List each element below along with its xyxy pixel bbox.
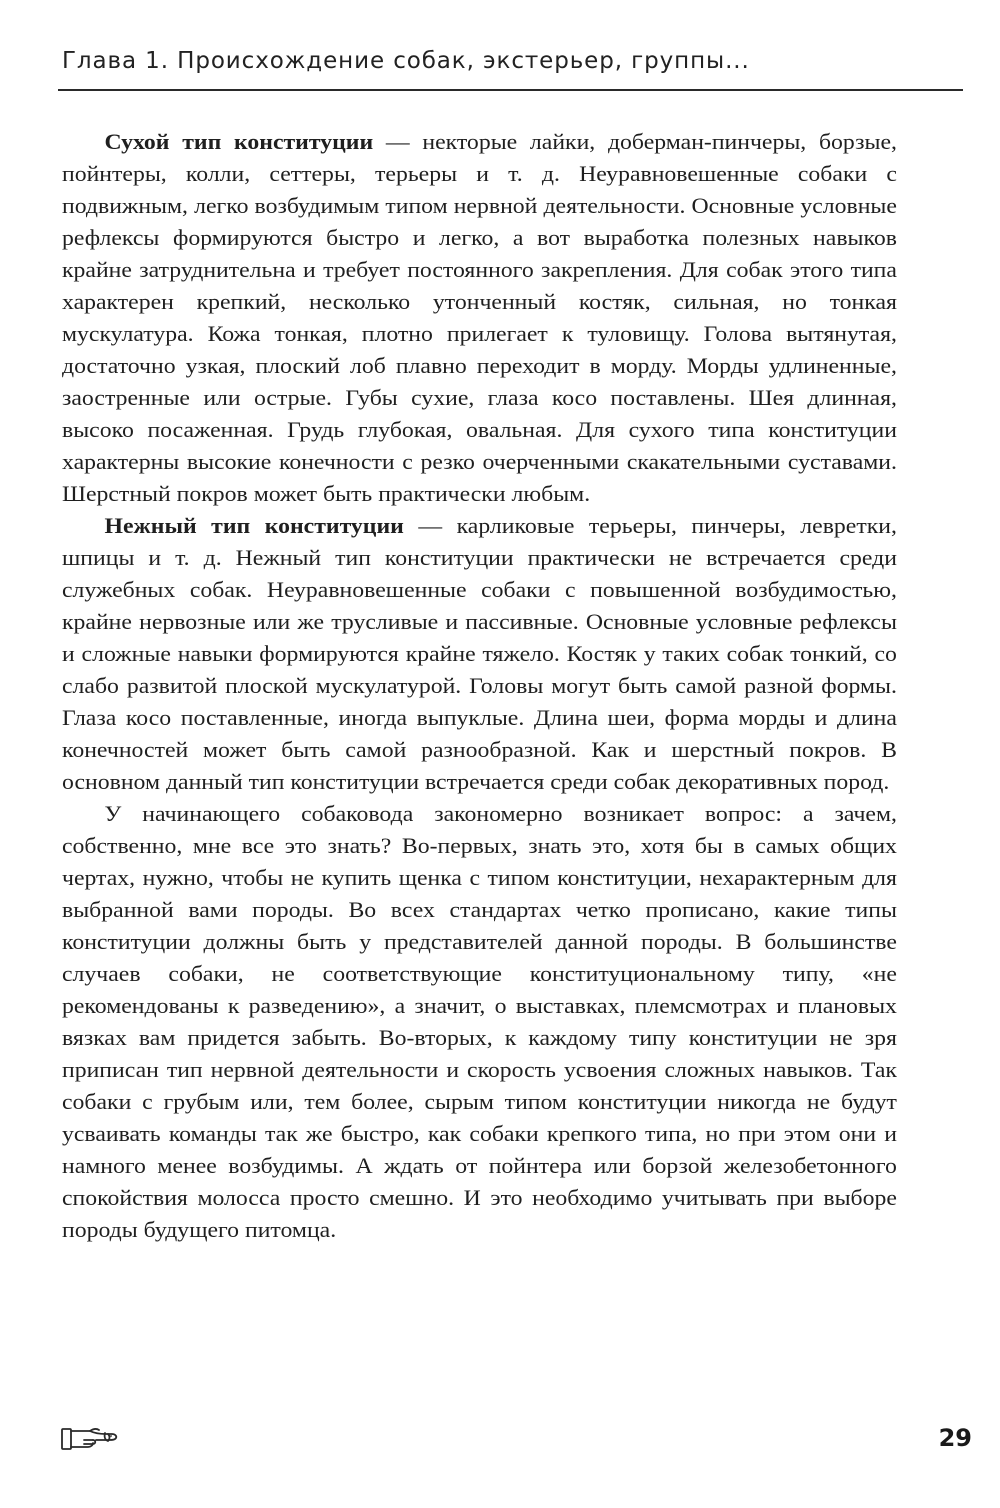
paragraph-tender-constitution [62,510,897,798]
page-number: 29 [938,1424,972,1452]
paragraph-dry-constitution [62,126,897,510]
paragraph-lead: Нежный тип конституции [104,514,404,538]
paragraph-why-know [62,798,897,1246]
pointing-dog-hand-icon [60,1418,122,1458]
paragraph-text: — некторые лайки, доберман-пинчеры, борзые, пойнтеры, колли, сеттеры, терьеры и т. д. Неуравновешенные собаки с подвижным, легко возбудимым типом нервной деятельности. Основные условные рефлексы формируются быстро и легко, а вот выработка полезных навыков крайне затруднительна и требует постоянного закрепления. Для собак этого типа характерен крепкий, несколько утонченный костяк, сильная, но тонкая мускулатура. Кожа тонкая, плотно прилегает к туловищу. Голова вытянутая, достаточно узкая, плоский лоб плавно переходит в морду. Морды удлиненные, заостренные или острые. Губы сухие, глаза косо поставлены. Шея длинная, высоко посаженная. Грудь глубокая, овальная. Для сухого типа конституции характерны высокие конечности с резко очерченными скакательными суставами. Шерстный покров может быть практически любым. [62,130,897,506]
paragraph-lead: Сухой тип конституции [104,130,374,154]
paragraph-text: — карликовые терьеры, пинчеры, левретки, шпицы и т. д. Нежный тип конституции практически не встречается среди служебных собак. Неуравновешенные собаки с повышенной возбудимостью, крайне нервозные или же трусливые и пассивные. Основные условные рефлексы и сложные навыки формируются крайне тяжело. Костяк у таких собак тонкий, со слабо развитой плоской мускулатурой. Головы могут быть самой разной формы. Глаза косо поставленные, иногда выпуклые. Длина шеи, форма морды и длина конечностей может быть самой разнообразной. Как и шерстный покров. В основном данный тип конституции встречается среди собак декоративных пород. [62,514,897,794]
paragraph-text: У начинающего собаковода закономерно возникает вопрос: а зачем, собственно, мне все это знать? Во-первых, знать это, хотя бы в самых общих чертах, нужно, чтобы не купить щенка с типом конституции, нехарактерным для выбранной вами породы. Во всех стандартах четко прописано, какие типы конституции должны быть у представителей данной породы. В большинстве случаев собаки, не соответствующие конституциональному типу, «не рекомендованы к разведению», а значит, о выставках, племсмотрах и плановых вязках вам придется забыть. Во-вторых, к каждому типу конституции не зря приписан тип нервной деятельности и скорость усвоения сложных навыков. Так собаки с грубым или, тем более, сырым типом конституции никогда не будут усваивать команды так же быстро, как собаки крепкого типа, но при этом они и намного менее возбудимы. А ждать от пойнтера или борзой железобетонного спокойствия молосса просто смешно. И это необходимо учитывать при выборе породы будущего питомца. [62,802,897,1242]
header-rule [58,89,963,91]
running-head: Глава 1. Происхождение собак, экстерьер, группы... [62,48,750,74]
body-text [62,126,897,1246]
